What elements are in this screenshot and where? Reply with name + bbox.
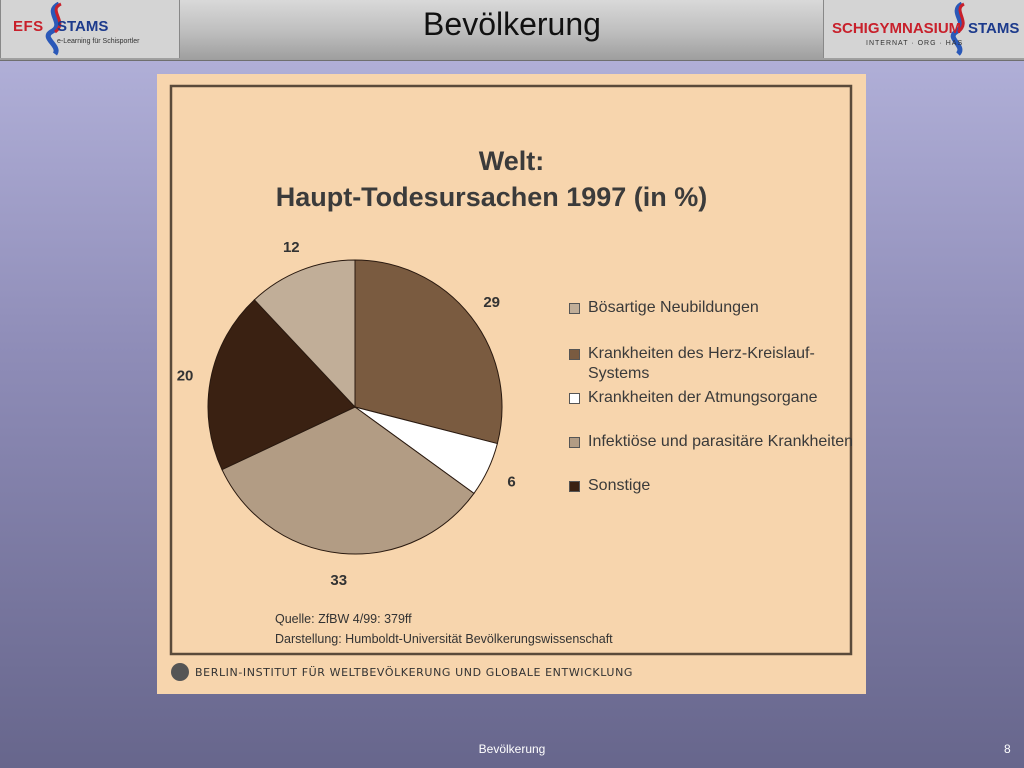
pie-data-label: 33: [330, 572, 348, 590]
globe-icon: [171, 663, 189, 681]
publisher-banner: BERLIN-INSTITUT FÜR WELTBEVÖLKERUNG UND GLOBALE ENTWICKLUNG: [195, 666, 634, 679]
source-line: Darstellung: Humboldt-Universität Bevölkerungswissenschaft: [275, 632, 613, 646]
pie-data-label: 29: [483, 293, 501, 311]
slide-header: [0, 0, 1024, 61]
legend-label: Sonstige: [588, 477, 651, 494]
chart-subtitle: Haupt-Todesursachen 1997 (in %): [275, 182, 708, 212]
logo-right-brand-a: SCHIGYMNASIUM: [832, 20, 962, 37]
legend-label: Krankheiten des Herz-Kreislauf-Systems: [588, 345, 815, 382]
page-number: 8: [1004, 742, 1011, 756]
legend-swatch: [569, 437, 580, 448]
chart-panel: [157, 74, 866, 694]
legend-swatch: [569, 481, 580, 492]
legend-label: Krankheiten der Atmungsorgane: [588, 389, 818, 406]
page-title: Bevölkerung: [423, 6, 601, 42]
chart-title: Welt:: [478, 146, 545, 176]
legend-label: Infektiöse und parasitäre Krankheiten: [588, 433, 854, 450]
pie-data-label: 6: [507, 473, 516, 491]
logo-left-brand-a: EFS: [13, 18, 44, 35]
pie-data-label: 12: [282, 239, 300, 257]
pie-chart: [157, 74, 866, 694]
logo-left-brand-b: STAMS: [57, 18, 109, 35]
legend-label: Bösartige Neubildungen: [588, 299, 759, 316]
logo-right-brand-b: STAMS: [968, 20, 1020, 37]
pie-data-label: 20: [176, 367, 194, 385]
footer-title: Bevölkerung: [478, 742, 546, 756]
legend-swatch: [569, 349, 580, 360]
logo-left-tagline: e-Learning für Schisportler: [57, 38, 140, 45]
legend-swatch: [569, 393, 580, 404]
legend-swatch: [569, 303, 580, 314]
logo-right-tagline: INTERNAT · ORG · HAS: [866, 40, 964, 47]
source-line: Quelle: ZfBW 4/99: 379ff: [275, 612, 412, 626]
